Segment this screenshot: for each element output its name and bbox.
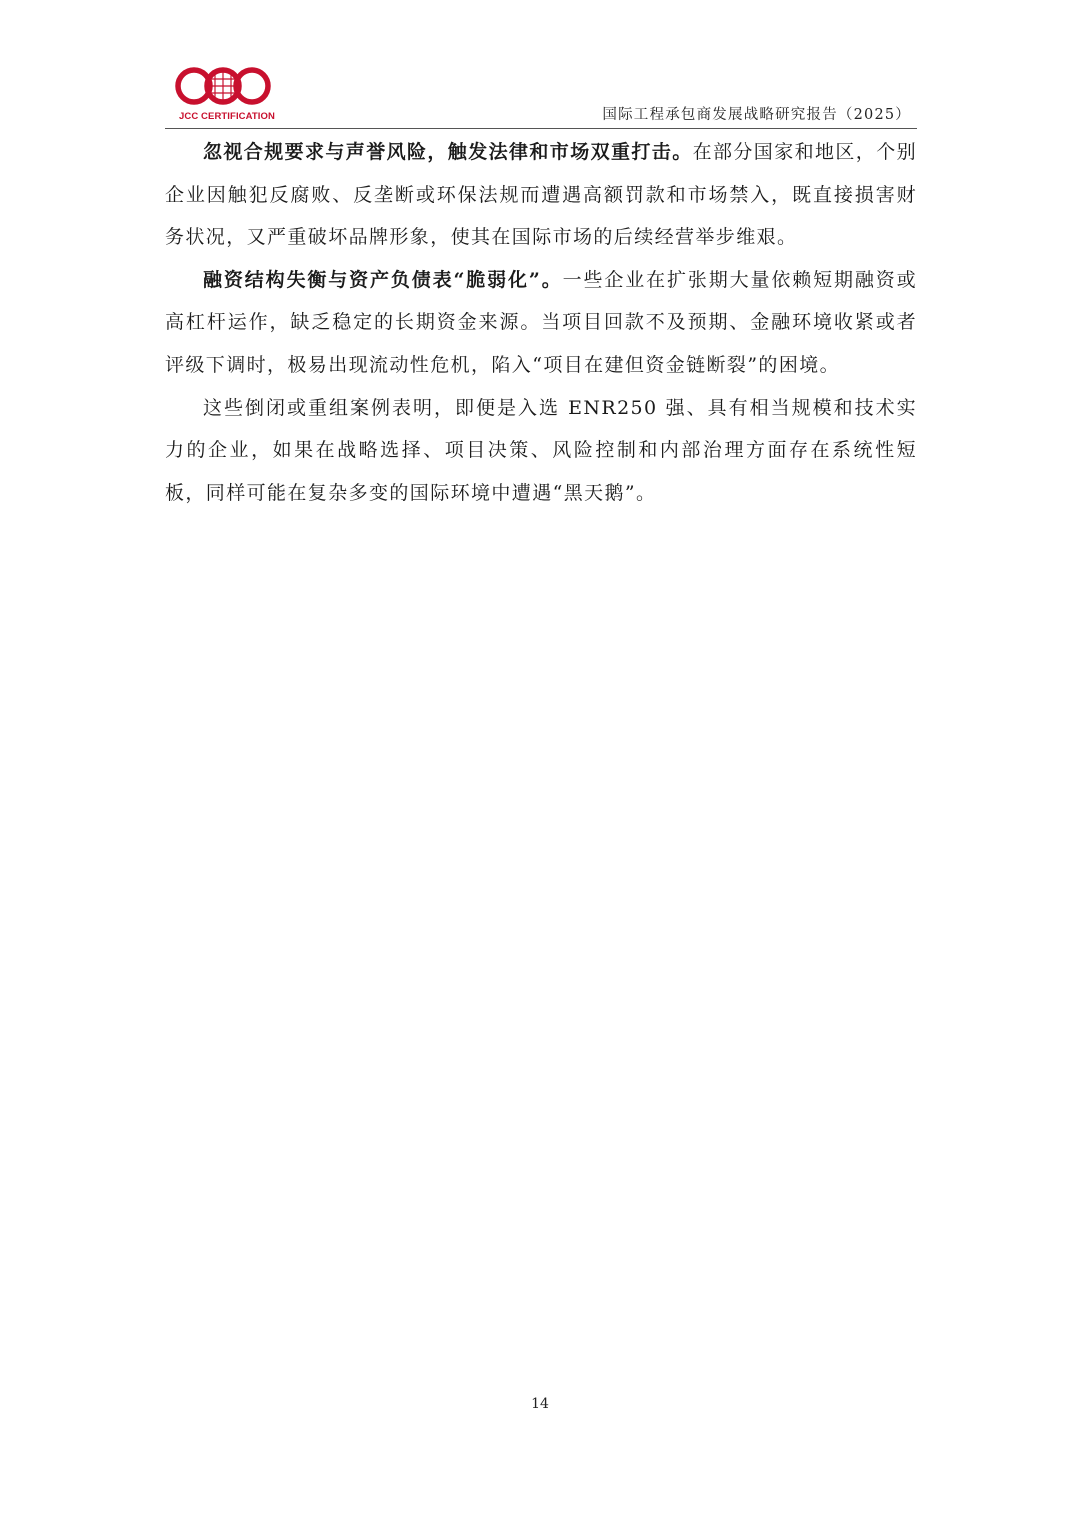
header-title: 国际工程承包商发展战略研究报告（2025） (602, 107, 911, 123)
paragraph-body: 这些倒闭或重组案例表明，即便是入选 ENR250 强、具有相当规模和技术实力的企业，如果在战略选择、项目决策、风险控制和内部治理方面存在系统性短板，同样可能在复杂多变的国际环境中遭遇“黑天鹅”。 (165, 396, 917, 504)
paragraph-lead: 忽视合规要求与声誉风险，触发法律和市场双重打击。 (203, 141, 693, 163)
page-header (165, 60, 917, 129)
paragraph-compliance-risk (165, 131, 917, 259)
logo-text: JCC CERTIFICATION (179, 111, 275, 122)
paragraph-conclusion (165, 387, 917, 515)
jcc-logo-rings-icon (175, 64, 271, 110)
page-number: 14 (531, 1396, 549, 1412)
paragraph-lead: 融资结构失衡与资产负债表“脆弱化”。 (203, 268, 563, 291)
paragraph-body: 在部分国家和地区，个别企业因触犯反腐败、反垄断或环保法规而遭遇高额罚款和市场禁入，既直接损害财务状况，又严重破坏品牌形象，使其在国际市场的后续经营举步维艰。 (165, 141, 918, 249)
paragraph-body: 一些企业在扩张期大量依赖短期融资或高杠杆运作，缺乏稳定的长期资金来源。当项目回款不及预期、金融环境收紧或者评级下调时，极易出现流动性危机，陷入“项目在建但资金链断裂”的困境。 (165, 268, 917, 376)
body-text (165, 131, 917, 514)
paragraph-financing-structure (165, 259, 917, 387)
jcc-logo (165, 64, 285, 126)
